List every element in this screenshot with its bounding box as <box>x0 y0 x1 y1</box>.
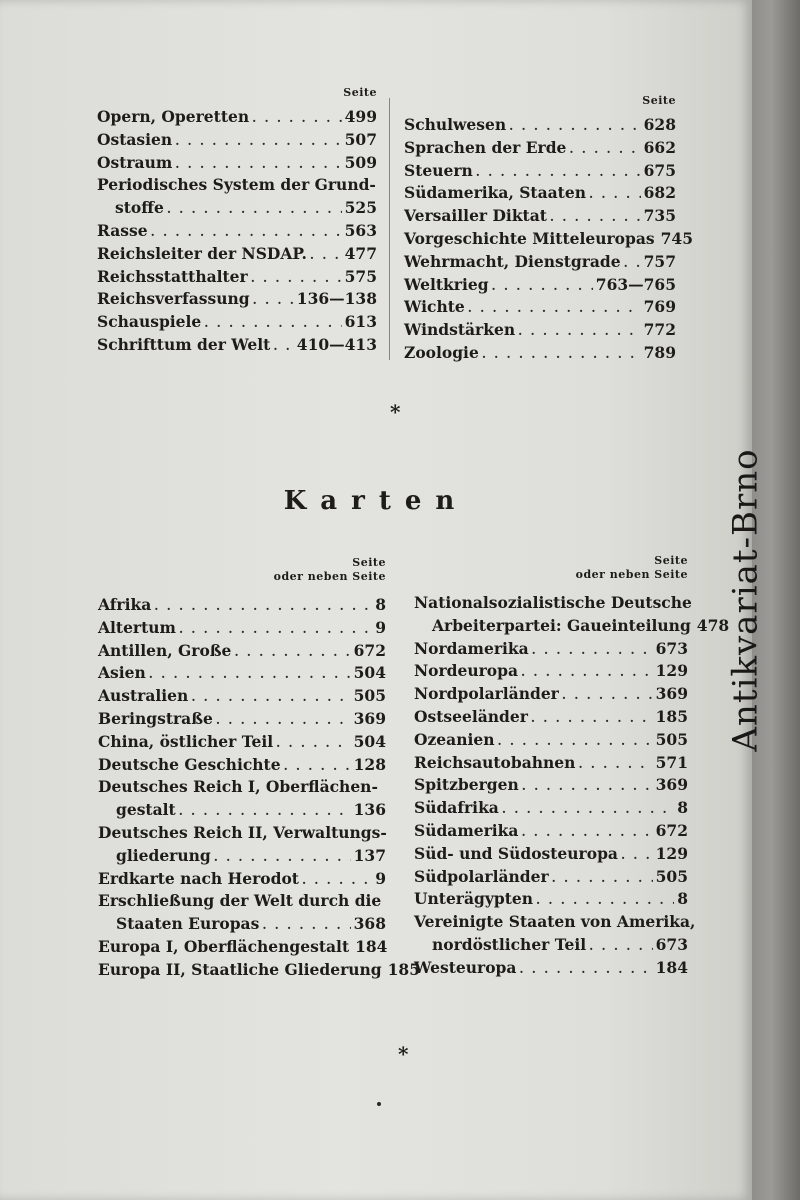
index-entry <box>98 913 386 936</box>
leader-dots <box>310 244 342 267</box>
entry-page: 8 <box>677 889 688 909</box>
column-header-seite: Seite <box>343 86 377 99</box>
leader-dots <box>251 267 342 290</box>
entry-label: Reichsstatthalter <box>97 266 248 286</box>
entry-page: 672 <box>353 640 386 660</box>
index-entry <box>97 311 377 334</box>
leader-dots <box>175 130 341 153</box>
entry-label: Opern, Operetten <box>97 107 250 126</box>
entry-label: China, östlicher Teil <box>98 731 274 751</box>
entry-page: 9 <box>375 868 386 888</box>
entry-label: Südafrika <box>414 798 499 818</box>
entry-label: gliederung <box>116 845 211 865</box>
leader-dots <box>536 889 674 912</box>
entry-page: 789 <box>643 342 676 362</box>
entry-label: Deutsche Geschichte <box>98 754 281 774</box>
leader-dots <box>589 183 641 206</box>
entry-page: 735 <box>643 206 676 226</box>
leader-dots <box>589 935 653 958</box>
entry-label: Südpolarländer <box>414 866 549 886</box>
index-entry <box>98 662 386 685</box>
leader-dots <box>569 138 640 161</box>
index-entry <box>97 288 377 311</box>
entry-label: Vereinigte Staaten von Amerika, <box>414 912 696 932</box>
entry-page: 478 <box>696 615 730 635</box>
leader-dots <box>149 663 351 686</box>
entry-label: Westeuropa <box>414 957 517 977</box>
entry-page: 128 <box>353 754 386 774</box>
entry-page: 477 <box>344 243 377 263</box>
entry-label: Nordeuropa <box>414 661 519 681</box>
index-entry <box>414 797 688 820</box>
leader-dots <box>624 252 641 275</box>
entry-page: 682 <box>643 183 676 203</box>
index-entry <box>414 888 688 911</box>
leader-dots <box>253 289 294 312</box>
index-entry <box>98 936 386 959</box>
entry-page: 672 <box>655 820 688 840</box>
entry-label: Spitzbergen <box>414 775 519 795</box>
leader-dots <box>492 275 593 298</box>
entry-label: Arbeiterpartei: Gaueinteilung <box>432 615 691 635</box>
index-entry <box>97 334 377 357</box>
entry-page: 8 <box>375 595 386 614</box>
entry-page: 136 <box>353 800 386 820</box>
entry-label: Australien <box>98 686 189 706</box>
entry-label: nordöstlicher Teil <box>432 934 587 954</box>
leader-dots <box>521 821 652 844</box>
entry-page: 185 <box>387 959 420 979</box>
entry-label: Nordpolarländer <box>414 684 559 704</box>
index-entry <box>414 957 688 980</box>
entry-page: 505 <box>655 729 688 749</box>
entry-label: Weltkrieg <box>404 274 489 294</box>
stamp-text: Antikvariat-Brno <box>726 448 767 752</box>
entry-label: Nationalsozialistische Deutsche <box>414 593 692 612</box>
entry-page: 745 <box>660 228 693 248</box>
entry-page: 369 <box>655 775 688 795</box>
entry-page: 507 <box>344 129 377 149</box>
entry-page: 525 <box>344 198 377 218</box>
entry-page: 136—138 <box>296 289 377 309</box>
entry-label: Ostasien <box>97 129 173 149</box>
leader-dots <box>262 914 350 937</box>
entry-label: Ozeanien <box>414 729 495 749</box>
page-mark <box>377 1102 381 1106</box>
entry-label: Windstärken <box>404 320 516 340</box>
leader-dots <box>204 312 341 335</box>
index-entry <box>404 228 693 251</box>
index-entry <box>98 845 386 868</box>
entry-page: 675 <box>643 160 676 180</box>
index-entry <box>414 729 688 752</box>
leader-dots <box>522 775 653 798</box>
entry-label: Wichte <box>404 297 465 317</box>
leader-dots <box>179 618 372 641</box>
entry-page: 505 <box>353 686 386 706</box>
leader-dots <box>519 958 652 981</box>
entry-page: 673 <box>655 934 688 954</box>
maps-column-header <box>98 556 386 584</box>
entry-label: Erdkarte nach Herodot <box>98 868 299 888</box>
leader-dots <box>476 161 641 184</box>
leader-dots <box>578 753 652 776</box>
leader-dots <box>552 867 653 890</box>
index-entry <box>404 137 676 160</box>
entry-page: 410—413 <box>296 334 377 354</box>
entry-label: Schulwesen <box>404 115 507 134</box>
entry-label: Asien <box>98 663 146 683</box>
index-entry <box>97 106 377 129</box>
leader-dots <box>216 709 351 732</box>
entry-label: Schrifttum der Welt <box>97 334 271 354</box>
leader-dots <box>532 639 653 662</box>
entry-page: 575 <box>344 266 377 286</box>
index-entry <box>414 592 692 615</box>
entry-page: 769 <box>643 297 676 317</box>
section-title: Karten <box>283 486 469 516</box>
leader-dots <box>621 844 653 867</box>
entry-page: 504 <box>353 663 386 683</box>
entry-page: 505 <box>655 866 688 886</box>
index-entry <box>97 174 377 197</box>
index-entry <box>414 820 688 843</box>
index-entry <box>414 911 696 934</box>
leader-dots <box>234 641 350 664</box>
entry-label: Reichsautobahnen <box>414 752 576 772</box>
index-entry <box>414 774 688 797</box>
entry-label: Periodisches System der Grund- <box>97 175 376 195</box>
index-entry <box>98 594 386 617</box>
leader-dots <box>175 153 341 176</box>
index-entry <box>98 640 386 663</box>
entry-page: 185 <box>655 706 688 726</box>
entry-page: 571 <box>655 752 688 772</box>
entry-label: Steuern <box>404 160 473 180</box>
index-entry <box>97 197 377 220</box>
leader-dots <box>284 755 351 778</box>
index-entry <box>98 685 386 708</box>
entry-page: 184 <box>355 936 388 956</box>
entry-label: Europa II, Staatliche Gliederung <box>98 959 382 979</box>
index-entry <box>98 799 386 822</box>
entry-page: 673 <box>655 638 688 658</box>
entry-label: Vorgeschichte Mitteleuropas <box>404 228 655 248</box>
entry-label: Süd- und Südosteuropa <box>414 843 618 863</box>
index-entry <box>404 274 676 297</box>
column-divider <box>389 98 390 360</box>
entry-page: 8 <box>677 798 688 818</box>
leader-dots <box>468 297 641 320</box>
entry-label: Reichsleiter der NSDAP. <box>97 243 307 263</box>
entry-page: 368 <box>353 914 386 934</box>
entry-label: Nordamerika <box>414 638 529 658</box>
index-entry <box>97 243 377 266</box>
leader-dots <box>518 320 641 343</box>
index-entry <box>97 152 377 175</box>
index-column-right <box>404 94 693 365</box>
entry-page: 129 <box>655 843 688 863</box>
index-entry <box>98 754 386 777</box>
index-entry <box>414 706 688 729</box>
entry-label: Wehrmacht, Dienstgrade <box>404 251 621 271</box>
entry-label: Afrika <box>98 595 152 614</box>
separator-star: * <box>390 400 401 424</box>
index-entry <box>98 617 386 640</box>
index-entry <box>97 129 377 152</box>
leader-dots <box>550 206 641 229</box>
antiquariat-stamp <box>725 450 767 750</box>
index-entry <box>404 114 676 137</box>
index-entry <box>98 890 386 913</box>
index-entry <box>98 868 386 891</box>
index-entry <box>98 731 386 754</box>
entry-label: Versailler Diktat <box>404 206 547 226</box>
entry-page: 9 <box>375 617 386 637</box>
maps-column-header <box>414 554 688 582</box>
entry-page: 509 <box>344 152 377 172</box>
entry-page: 563 <box>344 220 377 240</box>
leader-dots <box>273 335 293 358</box>
leader-dots <box>191 686 350 709</box>
entry-label: stoffe <box>115 198 164 218</box>
index-entry <box>414 683 688 706</box>
index-entry <box>404 342 676 365</box>
index-entry <box>98 959 420 982</box>
index-entry <box>98 822 386 845</box>
index-entry <box>414 638 688 661</box>
entry-label: Altertum <box>98 617 176 637</box>
leader-dots <box>154 595 372 618</box>
leader-dots <box>509 115 641 138</box>
leader-dots <box>521 661 653 684</box>
entry-page: 662 <box>643 137 676 157</box>
leader-dots <box>498 730 653 753</box>
entry-label: Deutsches Reich II, Verwaltungs- <box>98 822 387 842</box>
entry-page: 129 <box>655 661 688 681</box>
entry-label: Ostraum <box>97 152 173 172</box>
maps-header-line2: oder neben Seite <box>575 568 688 581</box>
maps-header-line1: Seite <box>654 554 688 567</box>
entry-page: 772 <box>643 320 676 340</box>
entry-page: 757 <box>643 251 676 271</box>
entry-label: Antillen, Große <box>98 640 232 660</box>
leader-dots <box>302 869 372 892</box>
entry-label: Deutsches Reich I, Oberflächen- <box>98 777 378 797</box>
index-entry <box>414 615 730 638</box>
entry-page: 499 <box>344 107 377 126</box>
leader-dots <box>252 107 342 130</box>
index-entry <box>97 266 377 289</box>
entry-label: Südamerika, Staaten <box>404 183 586 203</box>
entry-label: Sprachen der Erde <box>404 137 567 157</box>
entry-label: Erschließung der Welt durch die <box>98 891 382 911</box>
entry-label: Staaten Europas <box>116 914 260 934</box>
leader-dots <box>151 221 342 244</box>
entry-page: 504 <box>353 731 386 751</box>
leader-dots <box>179 800 351 823</box>
entry-page: 763—765 <box>595 274 676 294</box>
maps-header-line1: Seite <box>352 556 386 569</box>
leader-dots <box>502 798 674 821</box>
maps-column-left <box>98 556 420 982</box>
maps-header-line2: oder neben Seite <box>273 570 386 583</box>
entry-page: 613 <box>344 312 377 332</box>
index-entry <box>414 843 688 866</box>
entry-page: 184 <box>655 957 688 977</box>
index-entry <box>414 934 688 957</box>
index-entry <box>404 182 676 205</box>
index-entry <box>404 205 676 228</box>
index-column-left <box>97 86 377 357</box>
index-entry <box>414 660 688 683</box>
index-entry <box>98 776 386 799</box>
leader-dots <box>167 198 342 221</box>
index-entry <box>414 866 688 889</box>
entry-label: gestalt <box>116 800 176 820</box>
leader-dots <box>531 707 653 730</box>
entry-label: Reichsverfassung <box>97 289 250 309</box>
index-entry <box>97 220 377 243</box>
column-header-seite: Seite <box>642 94 676 107</box>
maps-column-right <box>414 554 730 980</box>
index-entry <box>98 708 386 731</box>
entry-label: Ostseeländer <box>414 706 528 726</box>
leader-dots <box>214 846 351 869</box>
entry-label: Zoologie <box>404 342 479 362</box>
entry-page: 369 <box>655 684 688 704</box>
separator-star-bottom: * <box>398 1042 409 1066</box>
leader-dots <box>482 343 641 366</box>
index-entry <box>404 251 676 274</box>
entry-page: 628 <box>643 115 676 134</box>
leader-dots <box>276 732 351 755</box>
index-entry <box>404 160 676 183</box>
index-entry <box>404 296 676 319</box>
index-entry <box>404 319 676 342</box>
entry-label: Rasse <box>97 220 148 240</box>
entry-label: Schauspiele <box>97 312 202 332</box>
entry-label: Beringstraße <box>98 708 213 728</box>
entry-label: Südamerika <box>414 820 519 840</box>
leader-dots <box>562 684 653 707</box>
entry-page: 137 <box>353 845 386 865</box>
entry-label: Europa I, Oberflächengestalt <box>98 936 350 956</box>
index-entry <box>414 752 688 775</box>
entry-page: 369 <box>353 708 386 728</box>
entry-label: Unterägypten <box>414 889 533 909</box>
